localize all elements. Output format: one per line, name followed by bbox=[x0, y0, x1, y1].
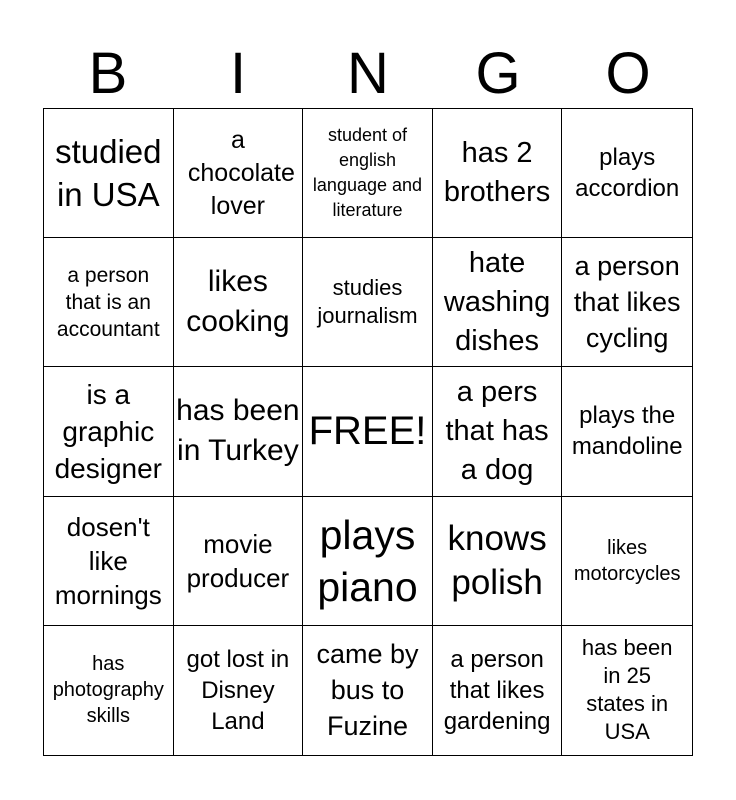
bingo-cell-r5-c3[interactable] bbox=[303, 626, 433, 755]
bingo-cell-r4-c2[interactable] bbox=[174, 497, 304, 626]
bingo-cell-r1-c2[interactable] bbox=[174, 109, 304, 238]
bingo-cell-r4-c3[interactable] bbox=[303, 497, 433, 626]
cell-label: hate washing dishes bbox=[443, 246, 551, 357]
bingo-cell-r1-c1[interactable] bbox=[44, 109, 174, 238]
cell-label: dosen't like mornings bbox=[54, 511, 162, 610]
bingo-cell-r2-c5[interactable] bbox=[562, 238, 692, 367]
bingo-grid bbox=[43, 108, 693, 756]
bingo-cell-r4-c5[interactable] bbox=[562, 497, 692, 626]
cell-label: a person that likes gardening bbox=[443, 645, 551, 735]
cell-label: a chocolate lover bbox=[187, 125, 295, 220]
cell-label: has 2 brothers bbox=[443, 137, 551, 209]
cell-label: a pers that has a dog bbox=[445, 375, 549, 486]
cell-label: has been in Turkey bbox=[176, 394, 300, 468]
cell-label: student of english language and literature bbox=[312, 125, 423, 221]
bingo-cell-r5-c2[interactable] bbox=[174, 626, 304, 755]
bingo-cell-r5-c1[interactable] bbox=[44, 626, 174, 755]
header-letter-i: I bbox=[229, 41, 247, 106]
bingo-cell-r2-c4[interactable] bbox=[433, 238, 563, 367]
cell-label: studies journalism bbox=[317, 275, 418, 329]
header-letter-n: N bbox=[347, 41, 389, 106]
bingo-cell-r3-c5[interactable] bbox=[562, 367, 692, 496]
cell-label: has photography skills bbox=[52, 653, 164, 728]
bingo-cell-r1-c5[interactable] bbox=[562, 109, 692, 238]
cell-label: got lost in Disney Land bbox=[186, 645, 290, 735]
cell-label: FREE! bbox=[308, 409, 427, 454]
cell-label: plays accordion bbox=[575, 144, 680, 203]
cell-label: came by bus to Fuzine bbox=[316, 639, 419, 742]
bingo-cell-r3-c4[interactable] bbox=[433, 367, 563, 496]
bingo-cell-r3-c1[interactable] bbox=[44, 367, 174, 496]
bingo-cell-r1-c4[interactable] bbox=[433, 109, 563, 238]
header-letter-g: G bbox=[475, 41, 521, 106]
bingo-cell-r4-c4[interactable] bbox=[433, 497, 563, 626]
bingo-cell-r4-c1[interactable] bbox=[44, 497, 174, 626]
cell-label: has been in 25 states in USA bbox=[581, 635, 673, 745]
cell-label: plays piano bbox=[317, 511, 418, 610]
bingo-cell-r2-c2[interactable] bbox=[174, 238, 304, 367]
bingo-cell-r5-c4[interactable] bbox=[433, 626, 563, 755]
cell-label: plays the mandoline bbox=[571, 402, 683, 461]
header-letter-o: O bbox=[605, 41, 651, 106]
bingo-cell-r1-c3[interactable] bbox=[303, 109, 433, 238]
cell-label: is a graphic designer bbox=[54, 378, 162, 484]
cell-label: likes motorcycles bbox=[573, 536, 681, 585]
cell-label: a person that likes cycling bbox=[573, 251, 681, 354]
bingo-header bbox=[43, 40, 693, 108]
bingo-cell-r5-c5[interactable] bbox=[562, 626, 692, 755]
bingo-cell-r3-c2[interactable] bbox=[174, 367, 304, 496]
cell-label: studied in USA bbox=[55, 133, 162, 214]
header-letter-b: B bbox=[88, 41, 128, 106]
bingo-cell-r3-c3[interactable] bbox=[303, 367, 433, 496]
cell-label: a person that is an accountant bbox=[56, 263, 160, 341]
cell-label: likes cooking bbox=[186, 265, 290, 339]
cell-label: knows polish bbox=[447, 518, 547, 602]
bingo-cell-r2-c1[interactable] bbox=[44, 238, 174, 367]
cell-label: movie producer bbox=[186, 528, 290, 593]
bingo-cell-r2-c3[interactable] bbox=[303, 238, 433, 367]
